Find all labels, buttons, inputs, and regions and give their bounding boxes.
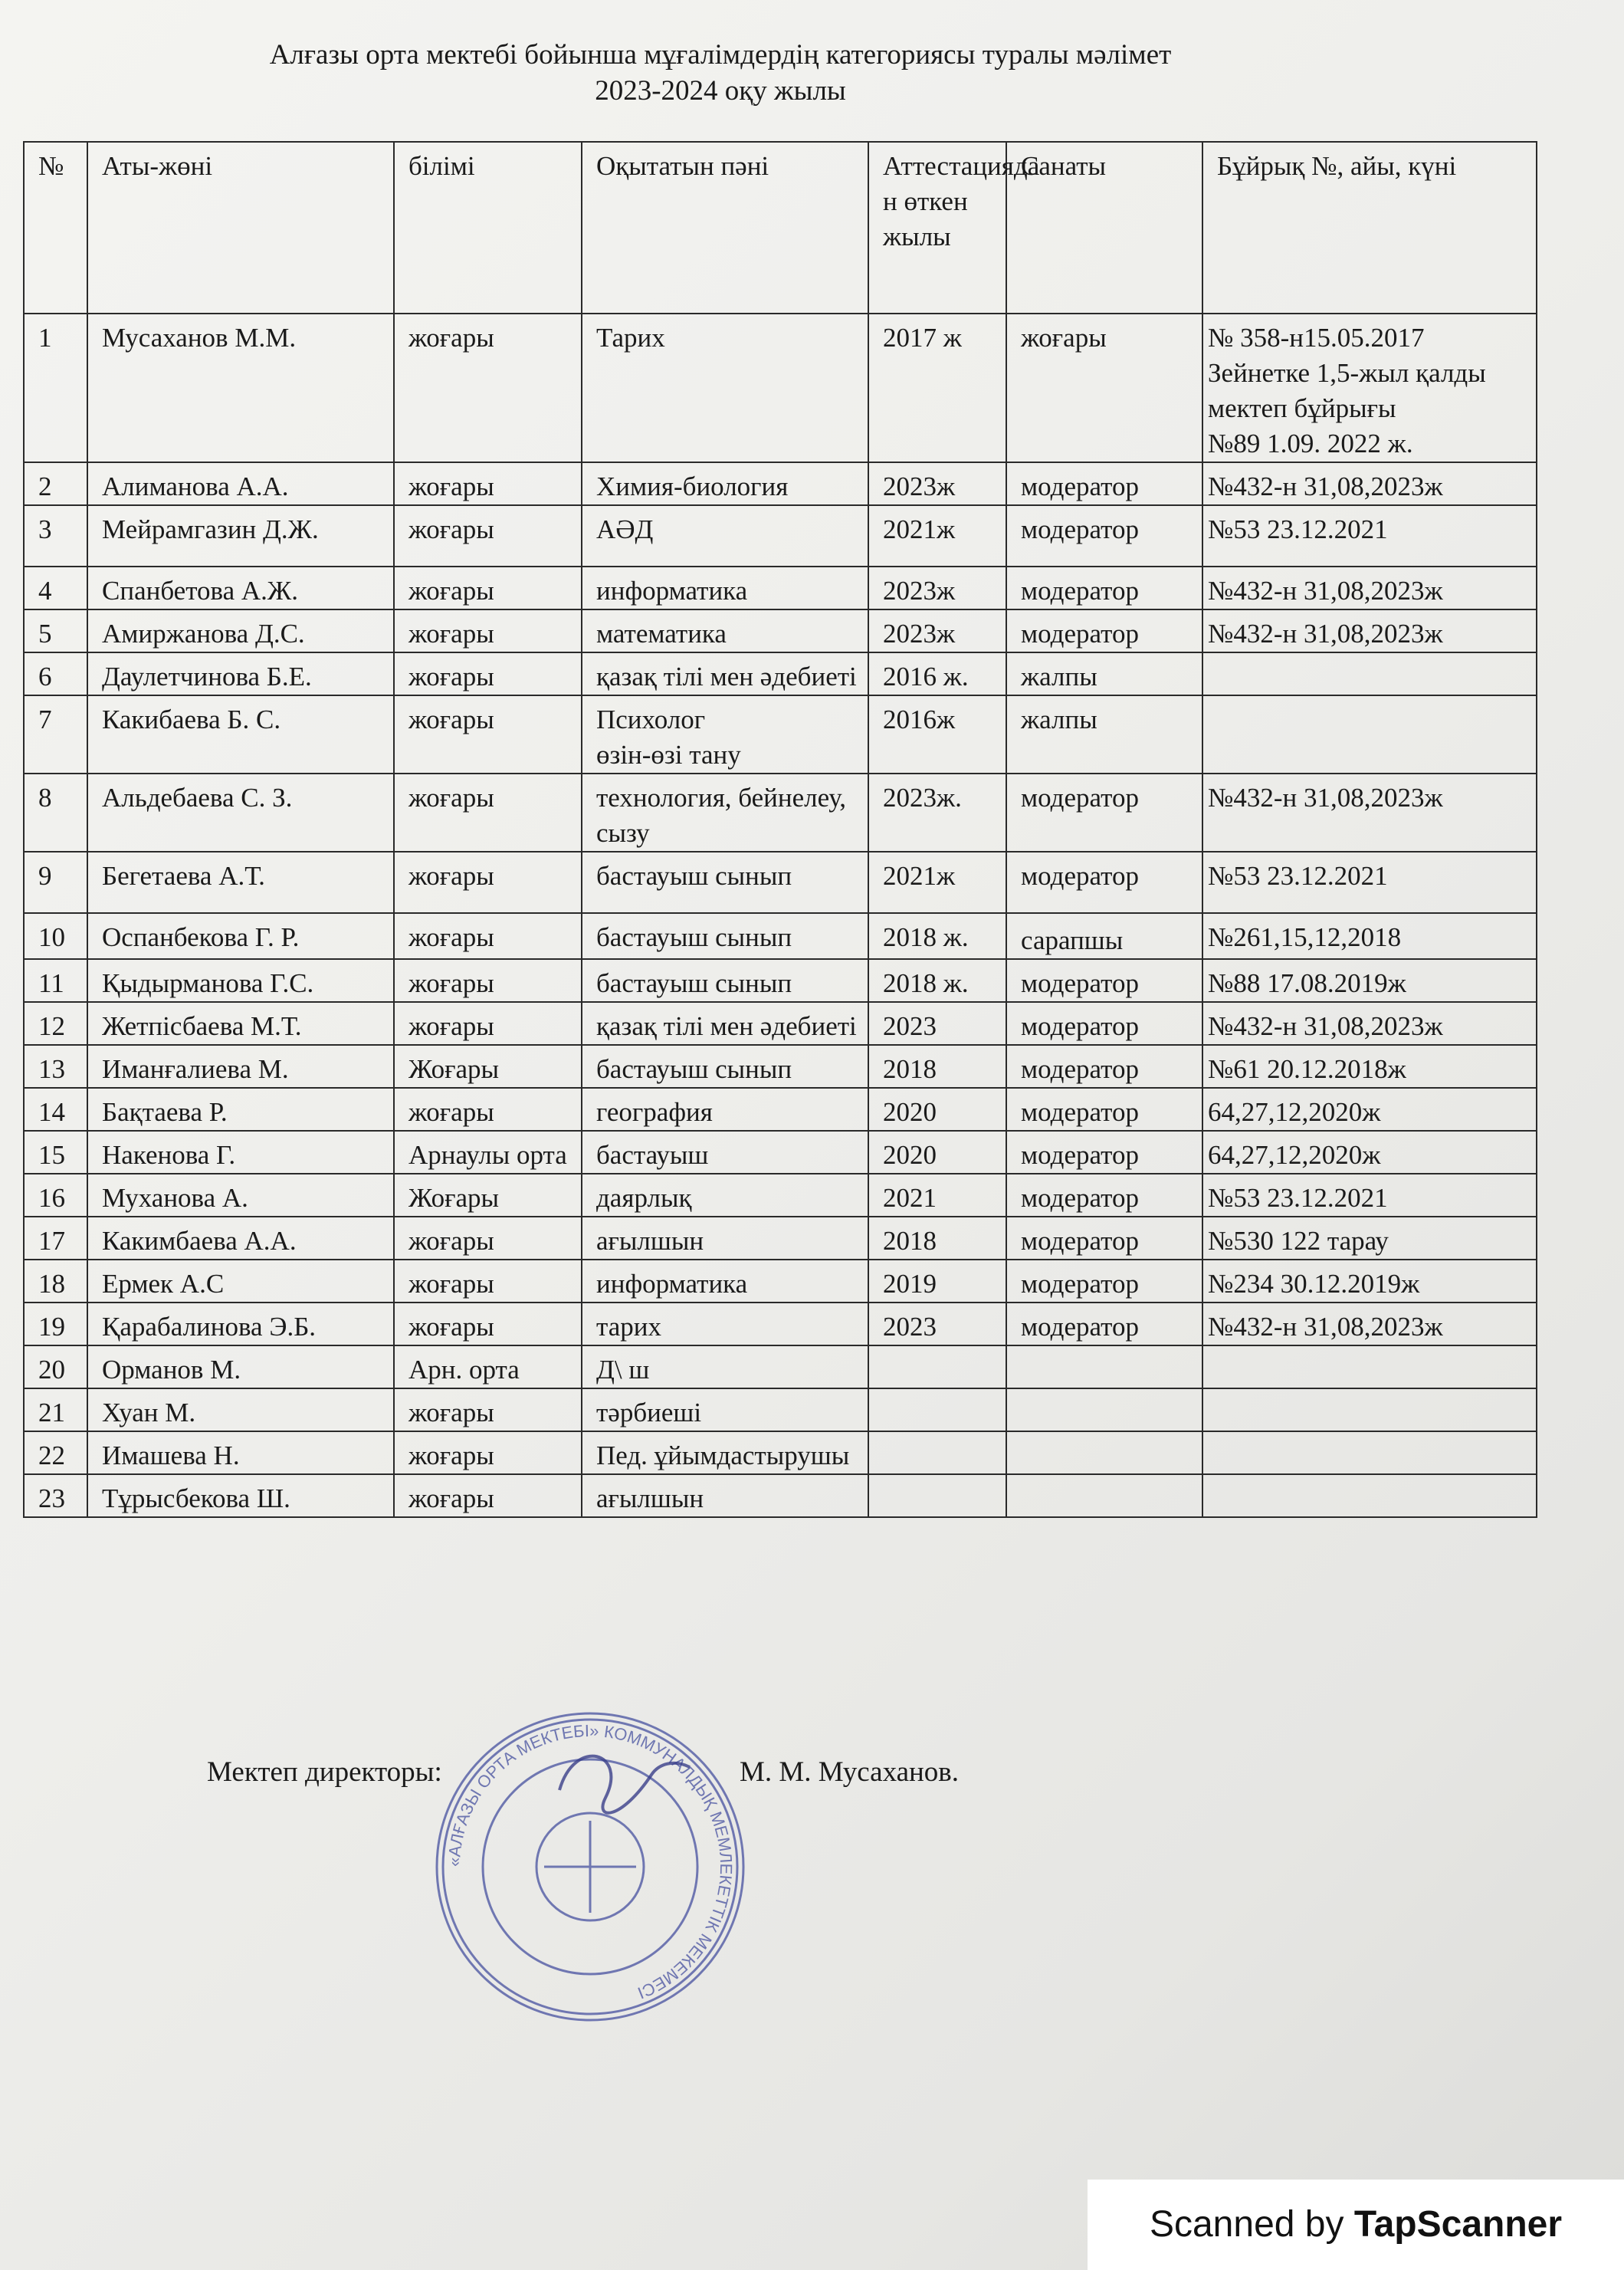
cell-order: № 358-н15.05.2017 Зейнетке 1,5-жыл қалды мектеп бұйрығы №89 1.09. 2022 ж. (1202, 314, 1537, 462)
cell-category: модератор (1006, 959, 1202, 1002)
table-row (24, 1474, 1537, 1517)
cell-category: сарапшы (1006, 913, 1202, 959)
cell-education: жоғары (394, 774, 582, 852)
cell-education: жоғары (394, 652, 582, 695)
cell-order: №88 17.08.2019ж (1202, 959, 1537, 1002)
cell-attestation-year: 2021ж (868, 852, 1006, 913)
cell-order: №261,15,12,2018 (1202, 913, 1537, 959)
cell-subject: математика (582, 609, 868, 652)
cell-subject: тарих (582, 1303, 868, 1345)
table-row (24, 1388, 1537, 1431)
cell-order: №530 122 тарау (1202, 1217, 1537, 1260)
cell-attestation-year: 2018 ж. (868, 913, 1006, 959)
header-category: Санаты (1006, 142, 1202, 314)
cell-name: Бақтаева Р. (87, 1088, 394, 1131)
cell-order: №432-н 31,08,2023ж (1202, 1303, 1537, 1345)
cell-order: №432-н 31,08,2023ж (1202, 567, 1537, 609)
cell-category: модератор (1006, 1303, 1202, 1345)
cell-subject: қазақ тілі мен әдебиеті (582, 652, 868, 695)
cell-no: 16 (24, 1174, 87, 1217)
cell-category (1006, 1474, 1202, 1517)
table-row (24, 1345, 1537, 1388)
cell-name: Орманов М. (87, 1345, 394, 1388)
cell-no: 23 (24, 1474, 87, 1517)
cell-education: жоғары (394, 913, 582, 959)
cell-no: 11 (24, 959, 87, 1002)
cell-category: жалпы (1006, 652, 1202, 695)
table-row (24, 1217, 1537, 1260)
cell-name: Муханова А. (87, 1174, 394, 1217)
cell-education: Арнаулы орта (394, 1131, 582, 1174)
cell-category: модератор (1006, 852, 1202, 913)
header-row (24, 142, 1537, 314)
cell-name: Мейрамгазин Д.Ж. (87, 505, 394, 567)
table-row (24, 652, 1537, 695)
cell-order (1202, 1388, 1537, 1431)
cell-attestation-year: 2020 (868, 1088, 1006, 1131)
table-row (24, 505, 1537, 567)
header-education: білімі (394, 142, 582, 314)
cell-category: модератор (1006, 1217, 1202, 1260)
cell-education: жоғары (394, 695, 582, 774)
cell-name: Алиманова А.А. (87, 462, 394, 505)
table-row (24, 567, 1537, 609)
cell-attestation-year: 2020 (868, 1131, 1006, 1174)
cell-category: модератор (1006, 609, 1202, 652)
cell-order (1202, 695, 1537, 774)
cell-attestation-year: 2016ж (868, 695, 1006, 774)
cell-category: модератор (1006, 462, 1202, 505)
cell-education: Арн. орта (394, 1345, 582, 1388)
cell-education: Жоғары (394, 1045, 582, 1088)
cell-name: Какибаева Б. С. (87, 695, 394, 774)
header-subject: Оқытатын пәні (582, 142, 868, 314)
cell-order: №61 20.12.2018ж (1202, 1045, 1537, 1088)
cell-category: модератор (1006, 1131, 1202, 1174)
cell-no: 9 (24, 852, 87, 913)
document-title (0, 37, 1441, 109)
scanner-watermark (1088, 2180, 1624, 2270)
cell-category (1006, 1431, 1202, 1474)
official-seal (429, 1706, 751, 2028)
cell-no: 17 (24, 1217, 87, 1260)
table-row (24, 852, 1537, 913)
title-line-2: 2023-2024 оқу жылы (595, 75, 846, 107)
watermark-brand: TapScanner (1353, 2204, 1563, 2245)
cell-subject: АӘД (582, 505, 868, 567)
cell-education: жоғары (394, 462, 582, 505)
cell-category: модератор (1006, 1088, 1202, 1131)
cell-no: 7 (24, 695, 87, 774)
cell-education: жоғары (394, 505, 582, 567)
cell-order (1202, 1431, 1537, 1474)
cell-name: Ермек А.С (87, 1260, 394, 1303)
cell-subject: ағылшын (582, 1474, 868, 1517)
table-row (24, 1088, 1537, 1131)
cell-subject: география (582, 1088, 868, 1131)
cell-subject: Химия-биология (582, 462, 868, 505)
cell-education: жоғары (394, 959, 582, 1002)
cell-order: №53 23.12.2021 (1202, 1174, 1537, 1217)
cell-order: №432-н 31,08,2023ж (1202, 609, 1537, 652)
cell-no: 2 (24, 462, 87, 505)
cell-no: 8 (24, 774, 87, 852)
table-row (24, 1131, 1537, 1174)
cell-subject: технология, бейнелеу, сызу (582, 774, 868, 852)
cell-subject: тәрбиеші (582, 1388, 868, 1431)
cell-order: 64,27,12,2020ж (1202, 1131, 1537, 1174)
table-row (24, 1045, 1537, 1088)
cell-subject: Психолог өзін-өзі тану (582, 695, 868, 774)
cell-education: жоғары (394, 567, 582, 609)
director-label: Мектеп директоры: (207, 1756, 442, 1788)
cell-attestation-year: 2023ж (868, 462, 1006, 505)
cell-no: 15 (24, 1131, 87, 1174)
cell-no: 4 (24, 567, 87, 609)
table-row (24, 774, 1537, 852)
cell-education: жоғары (394, 1474, 582, 1517)
cell-attestation-year (868, 1431, 1006, 1474)
cell-subject: қазақ тілі мен әдебиеті (582, 1002, 868, 1045)
teachers-table (23, 141, 1537, 1518)
cell-subject: Тарих (582, 314, 868, 462)
watermark-prefix: Scanned by (1149, 2204, 1354, 2245)
cell-subject: бастауыш сынып (582, 913, 868, 959)
cell-attestation-year: 2018 (868, 1217, 1006, 1260)
cell-category: модератор (1006, 1002, 1202, 1045)
cell-no: 14 (24, 1088, 87, 1131)
cell-subject: информатика (582, 1260, 868, 1303)
cell-attestation-year: 2023ж (868, 567, 1006, 609)
cell-education: Жоғары (394, 1174, 582, 1217)
cell-order: №53 23.12.2021 (1202, 852, 1537, 913)
cell-subject: бастауыш сынып (582, 852, 868, 913)
cell-attestation-year (868, 1345, 1006, 1388)
cell-order: №53 23.12.2021 (1202, 505, 1537, 567)
cell-category: модератор (1006, 1045, 1202, 1088)
cell-order: №234 30.12.2019ж (1202, 1260, 1537, 1303)
cell-attestation-year: 2023 (868, 1002, 1006, 1045)
cell-attestation-year: 2023ж (868, 609, 1006, 652)
cell-education: жоғары (394, 1217, 582, 1260)
cell-attestation-year (868, 1388, 1006, 1431)
cell-name: Имашева Н. (87, 1431, 394, 1474)
cell-education: жоғары (394, 1002, 582, 1045)
cell-attestation-year: 2021ж (868, 505, 1006, 567)
cell-order: №432-н 31,08,2023ж (1202, 462, 1537, 505)
cell-education: жоғары (394, 609, 582, 652)
table-row (24, 695, 1537, 774)
cell-subject: бастауыш (582, 1131, 868, 1174)
cell-name: Қарабалинова Э.Б. (87, 1303, 394, 1345)
cell-attestation-year: 2023 (868, 1303, 1006, 1345)
cell-education: жоғары (394, 1388, 582, 1431)
table-row (24, 609, 1537, 652)
cell-category (1006, 1345, 1202, 1388)
cell-category: модератор (1006, 1260, 1202, 1303)
cell-name: Жетпісбаева М.Т. (87, 1002, 394, 1045)
cell-no: 6 (24, 652, 87, 695)
cell-category: модератор (1006, 567, 1202, 609)
cell-no: 21 (24, 1388, 87, 1431)
cell-order (1202, 1345, 1537, 1388)
cell-no: 20 (24, 1345, 87, 1388)
cell-order (1202, 1474, 1537, 1517)
header-attestation-year: Аттестацияда н өткен жылы (868, 142, 1006, 314)
table-row (24, 913, 1537, 959)
cell-attestation-year: 2021 (868, 1174, 1006, 1217)
cell-attestation-year: 2018 (868, 1045, 1006, 1088)
cell-education: жоғары (394, 1088, 582, 1131)
cell-education: жоғары (394, 314, 582, 462)
table-row (24, 1174, 1537, 1217)
cell-subject: Пед. ұйымдастырушы (582, 1431, 868, 1474)
cell-education: жоғары (394, 852, 582, 913)
cell-order: №432-н 31,08,2023ж (1202, 774, 1537, 852)
cell-attestation-year: 2016 ж. (868, 652, 1006, 695)
cell-no: 18 (24, 1260, 87, 1303)
cell-education: жоғары (394, 1303, 582, 1345)
director-name: М. М. Мусаханов. (740, 1756, 960, 1788)
cell-subject: Д\ ш (582, 1345, 868, 1388)
cell-name: Какимбаева А.А. (87, 1217, 394, 1260)
cell-attestation-year: 2023ж. (868, 774, 1006, 852)
cell-category: модератор (1006, 505, 1202, 567)
cell-subject: бастауыш сынып (582, 1045, 868, 1088)
table-row (24, 462, 1537, 505)
cell-education: жоғары (394, 1260, 582, 1303)
cell-name: Тұрысбекова Ш. (87, 1474, 394, 1517)
cell-name: Альдебаева С. З. (87, 774, 394, 852)
cell-no: 12 (24, 1002, 87, 1045)
header-name: Аты-жөні (87, 142, 394, 314)
cell-order: №432-н 31,08,2023ж (1202, 1002, 1537, 1045)
table-row (24, 959, 1537, 1002)
cell-attestation-year (868, 1474, 1006, 1517)
cell-no: 3 (24, 505, 87, 567)
cell-category: жалпы (1006, 695, 1202, 774)
cell-order (1202, 652, 1537, 695)
cell-name: Даулетчинова Б.Е. (87, 652, 394, 695)
cell-name: Мусаханов М.М. (87, 314, 394, 462)
table-body (24, 314, 1537, 1517)
cell-subject: даярлық (582, 1174, 868, 1217)
header-no: № (24, 142, 87, 314)
table-row (24, 1260, 1537, 1303)
cell-subject: информатика (582, 567, 868, 609)
cell-name: Амиржанова Д.С. (87, 609, 394, 652)
cell-subject: ағылшын (582, 1217, 868, 1260)
cell-name: Қыдырманова Г.С. (87, 959, 394, 1002)
cell-category: модератор (1006, 774, 1202, 852)
cell-category: модератор (1006, 1174, 1202, 1217)
seal-text-path: «АЛҒАЗЫ ОРТА МЕКТЕБІ» КОММУНАЛДЫҚ МЕМЛЕКЕТТІК МЕКЕМЕСІ (444, 1720, 737, 2003)
cell-no: 13 (24, 1045, 87, 1088)
cell-attestation-year: 2017 ж (868, 314, 1006, 462)
header-order: Бұйрық №, айы, күні (1202, 142, 1537, 314)
cell-name: Накенова Г. (87, 1131, 394, 1174)
table-row (24, 1431, 1537, 1474)
cell-name: Бегетаева А.Т. (87, 852, 394, 913)
table-row (24, 314, 1537, 462)
cell-no: 19 (24, 1303, 87, 1345)
table-row (24, 1303, 1537, 1345)
cell-name: Иманғалиева М. (87, 1045, 394, 1088)
cell-attestation-year: 2018 ж. (868, 959, 1006, 1002)
cell-no: 1 (24, 314, 87, 462)
cell-subject: бастауыш сынып (582, 959, 868, 1002)
cell-name: Хуан М. (87, 1388, 394, 1431)
cell-no: 5 (24, 609, 87, 652)
title-line-1: Алғазы орта мектебі бойынша мұғалімдердің категориясы туралы мәлімет (269, 39, 1172, 71)
cell-no: 22 (24, 1431, 87, 1474)
cell-name: Оспанбекова Г. Р. (87, 913, 394, 959)
table-row (24, 1002, 1537, 1045)
cell-no: 10 (24, 913, 87, 959)
cell-category: жоғары (1006, 314, 1202, 462)
cell-category (1006, 1388, 1202, 1431)
cell-name: Спанбетова А.Ж. (87, 567, 394, 609)
cell-education: жоғары (394, 1431, 582, 1474)
cell-attestation-year: 2019 (868, 1260, 1006, 1303)
cell-order: 64,27,12,2020ж (1202, 1088, 1537, 1131)
